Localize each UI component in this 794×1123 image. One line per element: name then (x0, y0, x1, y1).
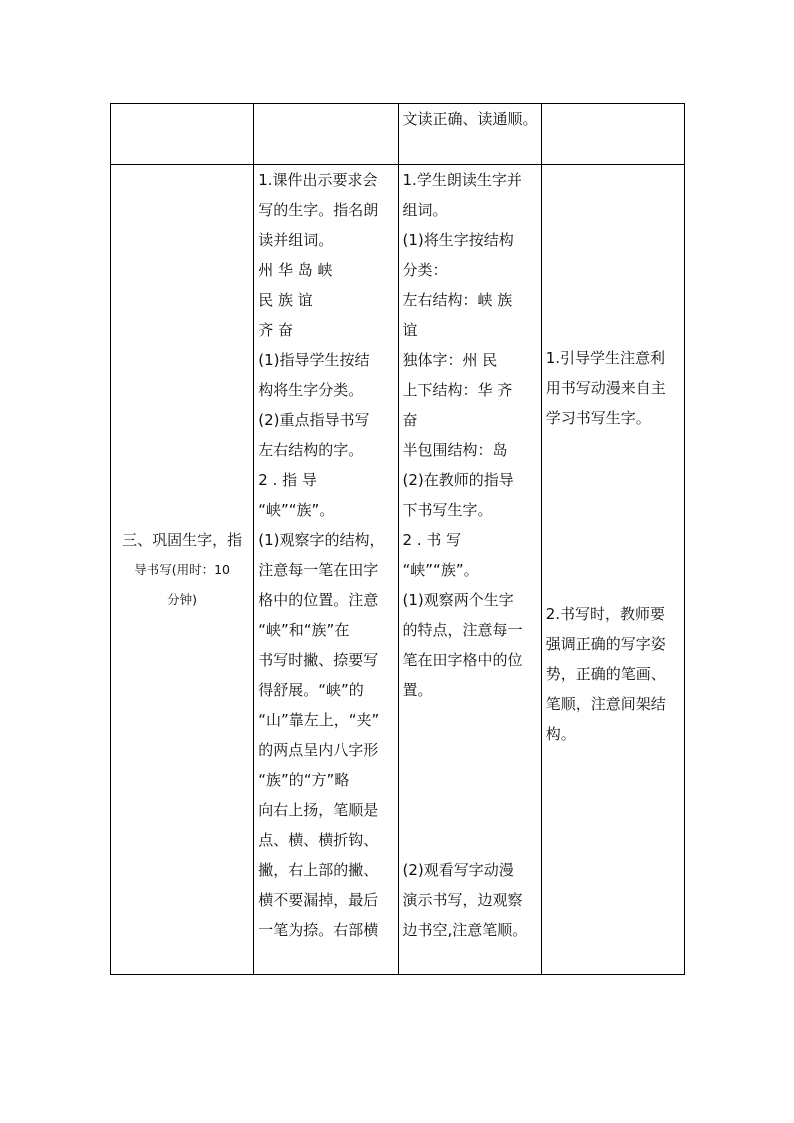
teacher-text-line: 民 族 谊 (258, 291, 313, 309)
teacher-text-line: 读并组词。 (258, 231, 334, 249)
teacher-text-line: “族”的“方”略 (258, 771, 350, 789)
teacher-text-line: 左右结构的字。 (258, 441, 364, 459)
teacher-text-line: 格中的位置。注意 (258, 591, 379, 609)
teacher-text-line: (1)观察字的结构， (258, 531, 385, 549)
teacher-text-line: “峡”和“族”在 (258, 621, 350, 639)
design-note-2 (546, 599, 680, 749)
student-cell-continued (398, 104, 541, 165)
student-text-line: 演示书写，边观察 (402, 891, 523, 909)
student-text-line: (1)观察两个生字 (402, 591, 514, 609)
design-text-line: 2.书写时，教师要 (545, 605, 666, 623)
stage-cell (111, 165, 254, 975)
student-text-line: 置。 (402, 681, 433, 699)
teacher-text-line: 注意每一笔在田字 (258, 561, 379, 579)
teacher-text-line: 书写时撇、捺要写 (258, 651, 379, 669)
design-text-line: 学习书写生字。 (545, 409, 651, 427)
student-text-line: 1.学生朗读生字并 (402, 171, 522, 189)
student-text-line: 左右结构：峡 族 (402, 291, 513, 309)
design-text-line: 笔顺，注意间架结 (545, 695, 666, 713)
stage-time-line: 分钟) (167, 591, 198, 607)
teacher-text-line: 2 . 指 导 (258, 471, 317, 489)
table-row (111, 104, 685, 165)
teacher-text-line: 横不要漏掉，最后 (258, 891, 379, 909)
table-row (111, 165, 685, 975)
student-text-line: 笔在田字格中的位 (402, 651, 523, 669)
design-text-line: 构。 (545, 725, 576, 743)
teacher-text-line: 写的生字。指名朗 (258, 201, 379, 219)
teacher-text-line: 的两点呈内八字形 (258, 741, 379, 759)
teacher-activity-cell (254, 165, 398, 975)
stage-time-line: 导书写(用时：10 (134, 561, 231, 577)
teacher-text-line: 向右上扬，笔顺是 (258, 801, 379, 819)
teacher-text-line: 一笔为捺。右部横 (258, 921, 379, 939)
student-text-line: 奋 (402, 411, 418, 429)
student-activity-cell (398, 165, 541, 975)
design-text-line: 强调正确的写字姿 (545, 635, 666, 653)
student-text-line: 2 . 书 写 (402, 531, 462, 549)
student-text-line: 谊 (402, 321, 418, 339)
teacher-text-line: 州 华 岛 峡 (258, 261, 333, 279)
stage-title-line: 三、巩固生字，指 (122, 530, 243, 549)
teacher-text-line: 1.课件出示要求会 (258, 171, 378, 189)
student-text-line: 边书空,注意笔顺。 (402, 921, 528, 939)
student-text-line: (2)观看写字动漫 (402, 861, 514, 879)
teacher-text-line: 齐 奋 (258, 321, 294, 339)
lesson-plan-table (110, 103, 685, 975)
teacher-text-line: 点、横、横折钩、 (258, 831, 379, 849)
student-text-line: (1)将生字按结构 (402, 231, 514, 249)
student-text-line: 的特点，注意每一 (402, 621, 523, 639)
student-text-line: 半包围结构：岛 (402, 441, 508, 459)
teacher-text-line: “山”靠左上，“夹” (258, 711, 380, 729)
student-text-line: 下书写生字。 (402, 501, 493, 519)
student-text-line: 独体字：州 民 (402, 351, 498, 369)
student-text-line: 上下结构：华 齐 (402, 381, 513, 399)
teacher-text-line: 得舒展。“峡”的 (258, 681, 364, 699)
design-text-line: 势，正确的笔画、 (545, 665, 666, 683)
student-text-line: 组词。 (402, 201, 448, 219)
design-text-line: 1.引导学生注意利 (545, 349, 666, 367)
student-text-line: “峡”“族”。 (402, 561, 479, 579)
teacher-text-line: (2)重点指导书写 (258, 411, 370, 429)
student-text-line: 文读正确、读通顺。 (402, 110, 538, 128)
blank-gap (403, 705, 537, 855)
teacher-text-line: 撇，右上部的撇、 (258, 861, 379, 879)
design-cell-empty (541, 104, 684, 165)
design-intent-cell (541, 165, 684, 975)
design-text-line: 用书写动漫来自主 (545, 379, 666, 397)
teacher-text-line: “峡”“族”。 (258, 501, 335, 519)
teacher-cell-empty (254, 104, 398, 165)
student-text-line: 分类： (402, 261, 448, 279)
teacher-text-line: 构将生字分类。 (258, 381, 364, 399)
teacher-text-line: (1)指导学生按结 (258, 351, 370, 369)
student-text-line: (2)在教师的指导 (402, 471, 514, 489)
design-note-1 (546, 343, 680, 433)
stage-cell-empty (111, 104, 254, 165)
